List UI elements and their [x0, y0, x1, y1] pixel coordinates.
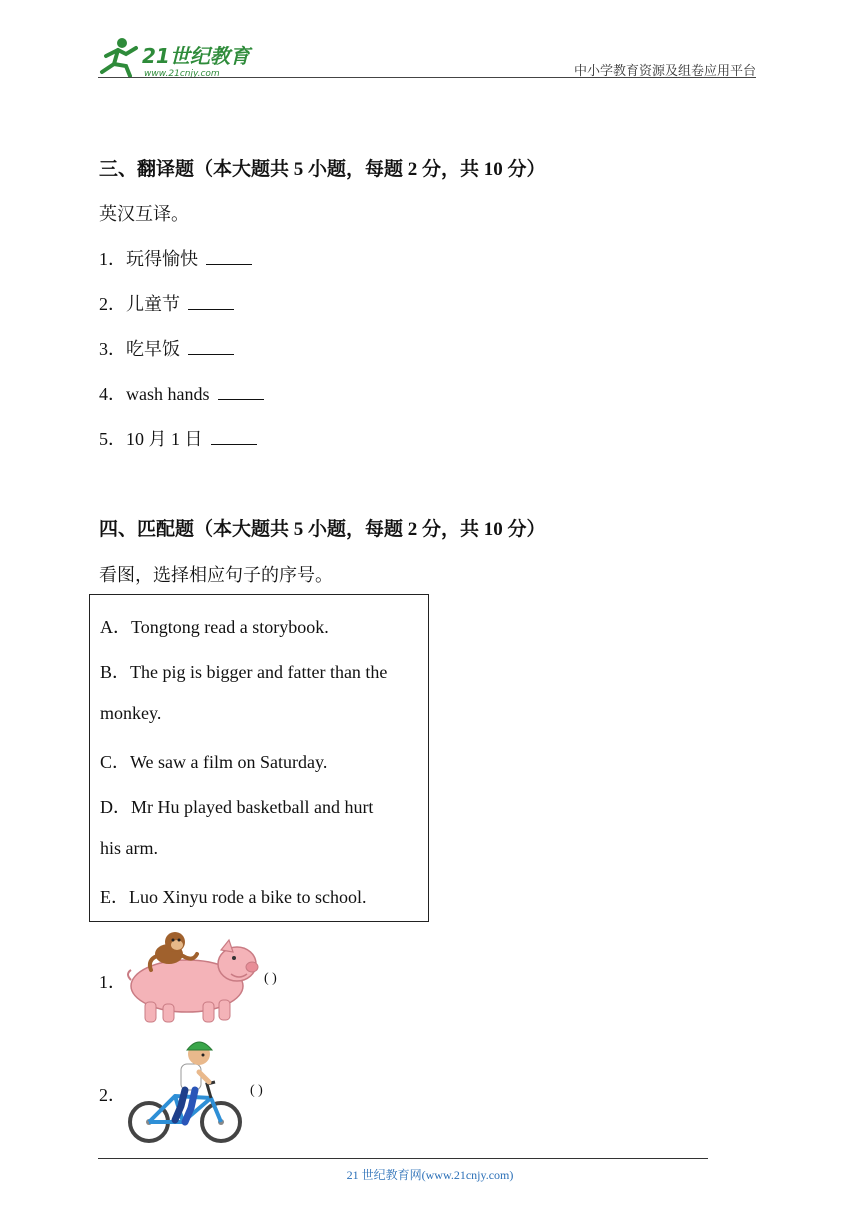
translation-item: 5．10 月 1 日	[99, 425, 257, 451]
header-divider	[98, 77, 756, 78]
svg-text:www.21cnjy.com: www.21cnjy.com	[144, 69, 220, 79]
answer-blank[interactable]	[188, 308, 234, 310]
option-b-continued: monkey.	[100, 703, 162, 723]
answer-blank[interactable]	[211, 443, 257, 445]
option-e: E．Luo Xinyu rode a bike to school.	[100, 887, 367, 907]
monkey-on-pig-picture	[125, 930, 260, 1026]
translation-item: 4．wash hands	[99, 380, 264, 406]
section3-instruction: 英汉互译。	[99, 204, 189, 224]
footer-divider	[98, 1158, 708, 1159]
answer-blank[interactable]	[188, 353, 234, 355]
translation-item: 3．吃早饭	[99, 335, 234, 361]
options-box	[89, 594, 429, 922]
option-b: B．The pig is bigger and fatter than the	[100, 662, 388, 682]
translation-item: 1．玩得愉快	[99, 245, 252, 271]
translation-item: 2．儿童节	[99, 290, 234, 316]
option-c: C．We saw a film on Saturday.	[100, 752, 328, 772]
picture-question-number: 2．	[99, 1085, 126, 1105]
answer-parentheses[interactable]: ( )	[250, 1083, 263, 1098]
svg-text:21世纪教育: 21世纪教育	[142, 44, 250, 68]
option-d-continued: his arm.	[100, 838, 158, 858]
section3-heading: 三、翻译题（本大题共 5 小题，每题 2 分，共 10 分）	[99, 159, 546, 180]
footer-link[interactable]: 21 世纪教育网(www.21cnjy.com)	[346, 1168, 514, 1182]
picture-question-number: 1．	[99, 972, 126, 992]
section4-instruction: 看图，选择相应句子的序号。	[99, 565, 333, 585]
answer-blank[interactable]	[218, 398, 264, 400]
header-platform-text: 中小学教育资源及组卷应用平台	[573, 63, 756, 78]
section4-heading: 四、匹配题（本大题共 5 小题，每题 2 分，共 10 分）	[99, 519, 546, 540]
option-d: D．Mr Hu played basketball and hurt	[100, 797, 374, 817]
boy-riding-bike-picture	[125, 1036, 245, 1144]
answer-parentheses[interactable]: ( )	[264, 971, 277, 986]
option-a: A．Tongtong read a storybook.	[100, 617, 329, 637]
answer-blank[interactable]	[206, 263, 252, 265]
site-logo	[92, 36, 262, 80]
